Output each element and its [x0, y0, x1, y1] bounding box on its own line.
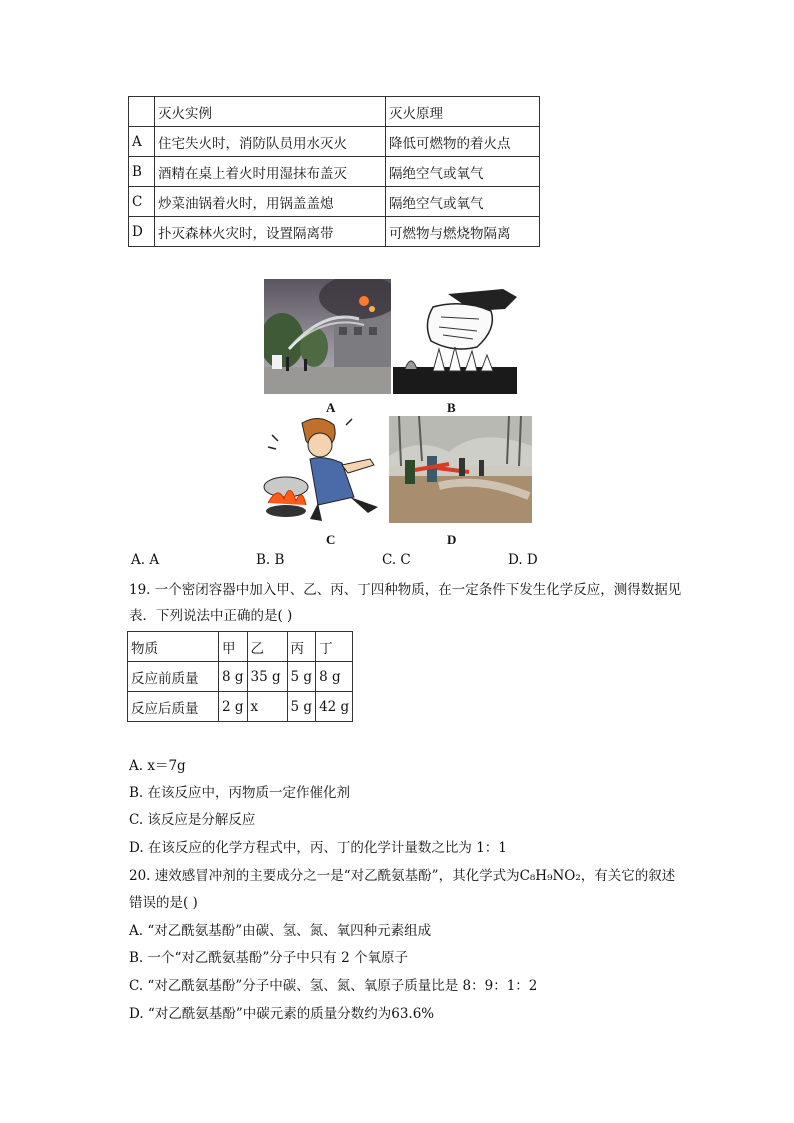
example-cell: 住宅失火时，消防队员用水灭火: [155, 127, 386, 157]
fire-extinguishing-table: [128, 96, 540, 247]
q20-stem-line1: 20. 速效感冒冲剂的主要成分之一是“对乙酰氨基酚”，其化学式为C₈H₉NO₂，有关它的叙述: [129, 868, 676, 884]
q20-option-d[interactable]: D. “对乙酰氨基酚”中碳元素的质量分数约为63.6%: [129, 1006, 435, 1022]
mass-cell: 5 g: [287, 662, 316, 692]
table-header-row: [129, 97, 540, 127]
mass-cell: 8 g: [219, 662, 248, 692]
image-caption: B: [447, 400, 456, 415]
header-cell: 物质: [128, 632, 219, 662]
firefighting-photo: [264, 279, 391, 394]
mass-cell: 2 g: [219, 692, 248, 722]
header-cell: 丙: [287, 632, 316, 662]
q20-option-c[interactable]: C. “对乙酰氨基酚”分子中碳、氢、氮、氧原子质量比是 8：9：1：2: [129, 978, 538, 994]
image-caption: D: [447, 532, 457, 547]
q20-stem-line2: 错误的是( ): [129, 895, 198, 911]
principle-cell: 隔绝空气或氧气: [386, 157, 540, 187]
q19-option-c[interactable]: C. 该反应是分解反应: [129, 812, 256, 828]
forest-firefighting-photo: [389, 416, 532, 523]
mass-cell: 42 g: [316, 692, 353, 722]
option-b[interactable]: B. B: [256, 552, 285, 568]
table-row: [129, 217, 540, 247]
table-row: [129, 127, 540, 157]
principle-cell: 隔绝空气或氧气: [386, 187, 540, 217]
option-a[interactable]: A. A: [131, 552, 160, 568]
example-cell: 扑灭森林火灾时，设置隔离带: [155, 217, 386, 247]
mass-cell: 5 g: [287, 692, 316, 722]
q19-stem-line2: 表．下列说法中正确的是( ): [129, 608, 293, 624]
table-row: [129, 157, 540, 187]
row-label: B: [129, 157, 155, 187]
pan-lid-cartoon: [262, 415, 384, 525]
header-cell: 乙: [247, 632, 287, 662]
image-caption: C: [326, 532, 336, 547]
header-cell: 甲: [219, 632, 248, 662]
row-label: D: [129, 217, 155, 247]
principle-cell: 可燃物与燃烧物隔离: [386, 217, 540, 247]
option-d[interactable]: D. D: [508, 552, 538, 568]
table-row: [128, 692, 353, 722]
mass-cell: 8 g: [316, 662, 353, 692]
example-cell: 炒菜油锅着火时，用锅盖盖熄: [155, 187, 386, 217]
table-header-row: [128, 632, 353, 662]
header-cell: 灭火实例: [155, 97, 386, 127]
q19-option-a[interactable]: A. x＝7g: [129, 758, 186, 774]
principle-cell: 降低可燃物的着火点: [386, 127, 540, 157]
header-cell: [129, 97, 155, 127]
table-row: [129, 187, 540, 217]
table-row: [128, 662, 353, 692]
header-cell: 丁: [316, 632, 353, 662]
mass-cell: 35 g: [247, 662, 287, 692]
q20-option-b[interactable]: B. 一个“对乙酰氨基酚”分子中只有 2 个氧原子: [129, 950, 408, 966]
wet-cloth-drawing: [393, 289, 517, 394]
header-cell: 灭火原理: [386, 97, 540, 127]
q19-option-d[interactable]: D. 在该反应的化学方程式中，丙、丁的化学计量数之比为 1：1: [129, 840, 507, 856]
row-label: 反应前质量: [128, 662, 219, 692]
q19-option-b[interactable]: B. 在该反应中，丙物质一定作催化剂: [129, 785, 351, 801]
q20-option-a[interactable]: A. “对乙酰氨基酚”由碳、氢、氮、氧四种元素组成: [129, 923, 432, 939]
option-c[interactable]: C. C: [382, 552, 411, 568]
example-cell: 酒精在桌上着火时用湿抹布盖灭: [155, 157, 386, 187]
q18-options: [131, 552, 571, 570]
image-caption: A: [326, 400, 336, 415]
mass-data-table: [127, 631, 353, 722]
row-label: 反应后质量: [128, 692, 219, 722]
q19-stem-line1: 19. 一个密闭容器中加入甲、乙、丙、丁四种物质，在一定条件下发生化学反应，测得数据见: [129, 582, 682, 598]
mass-cell: x: [247, 692, 287, 722]
row-label: C: [129, 187, 155, 217]
row-label: A: [129, 127, 155, 157]
